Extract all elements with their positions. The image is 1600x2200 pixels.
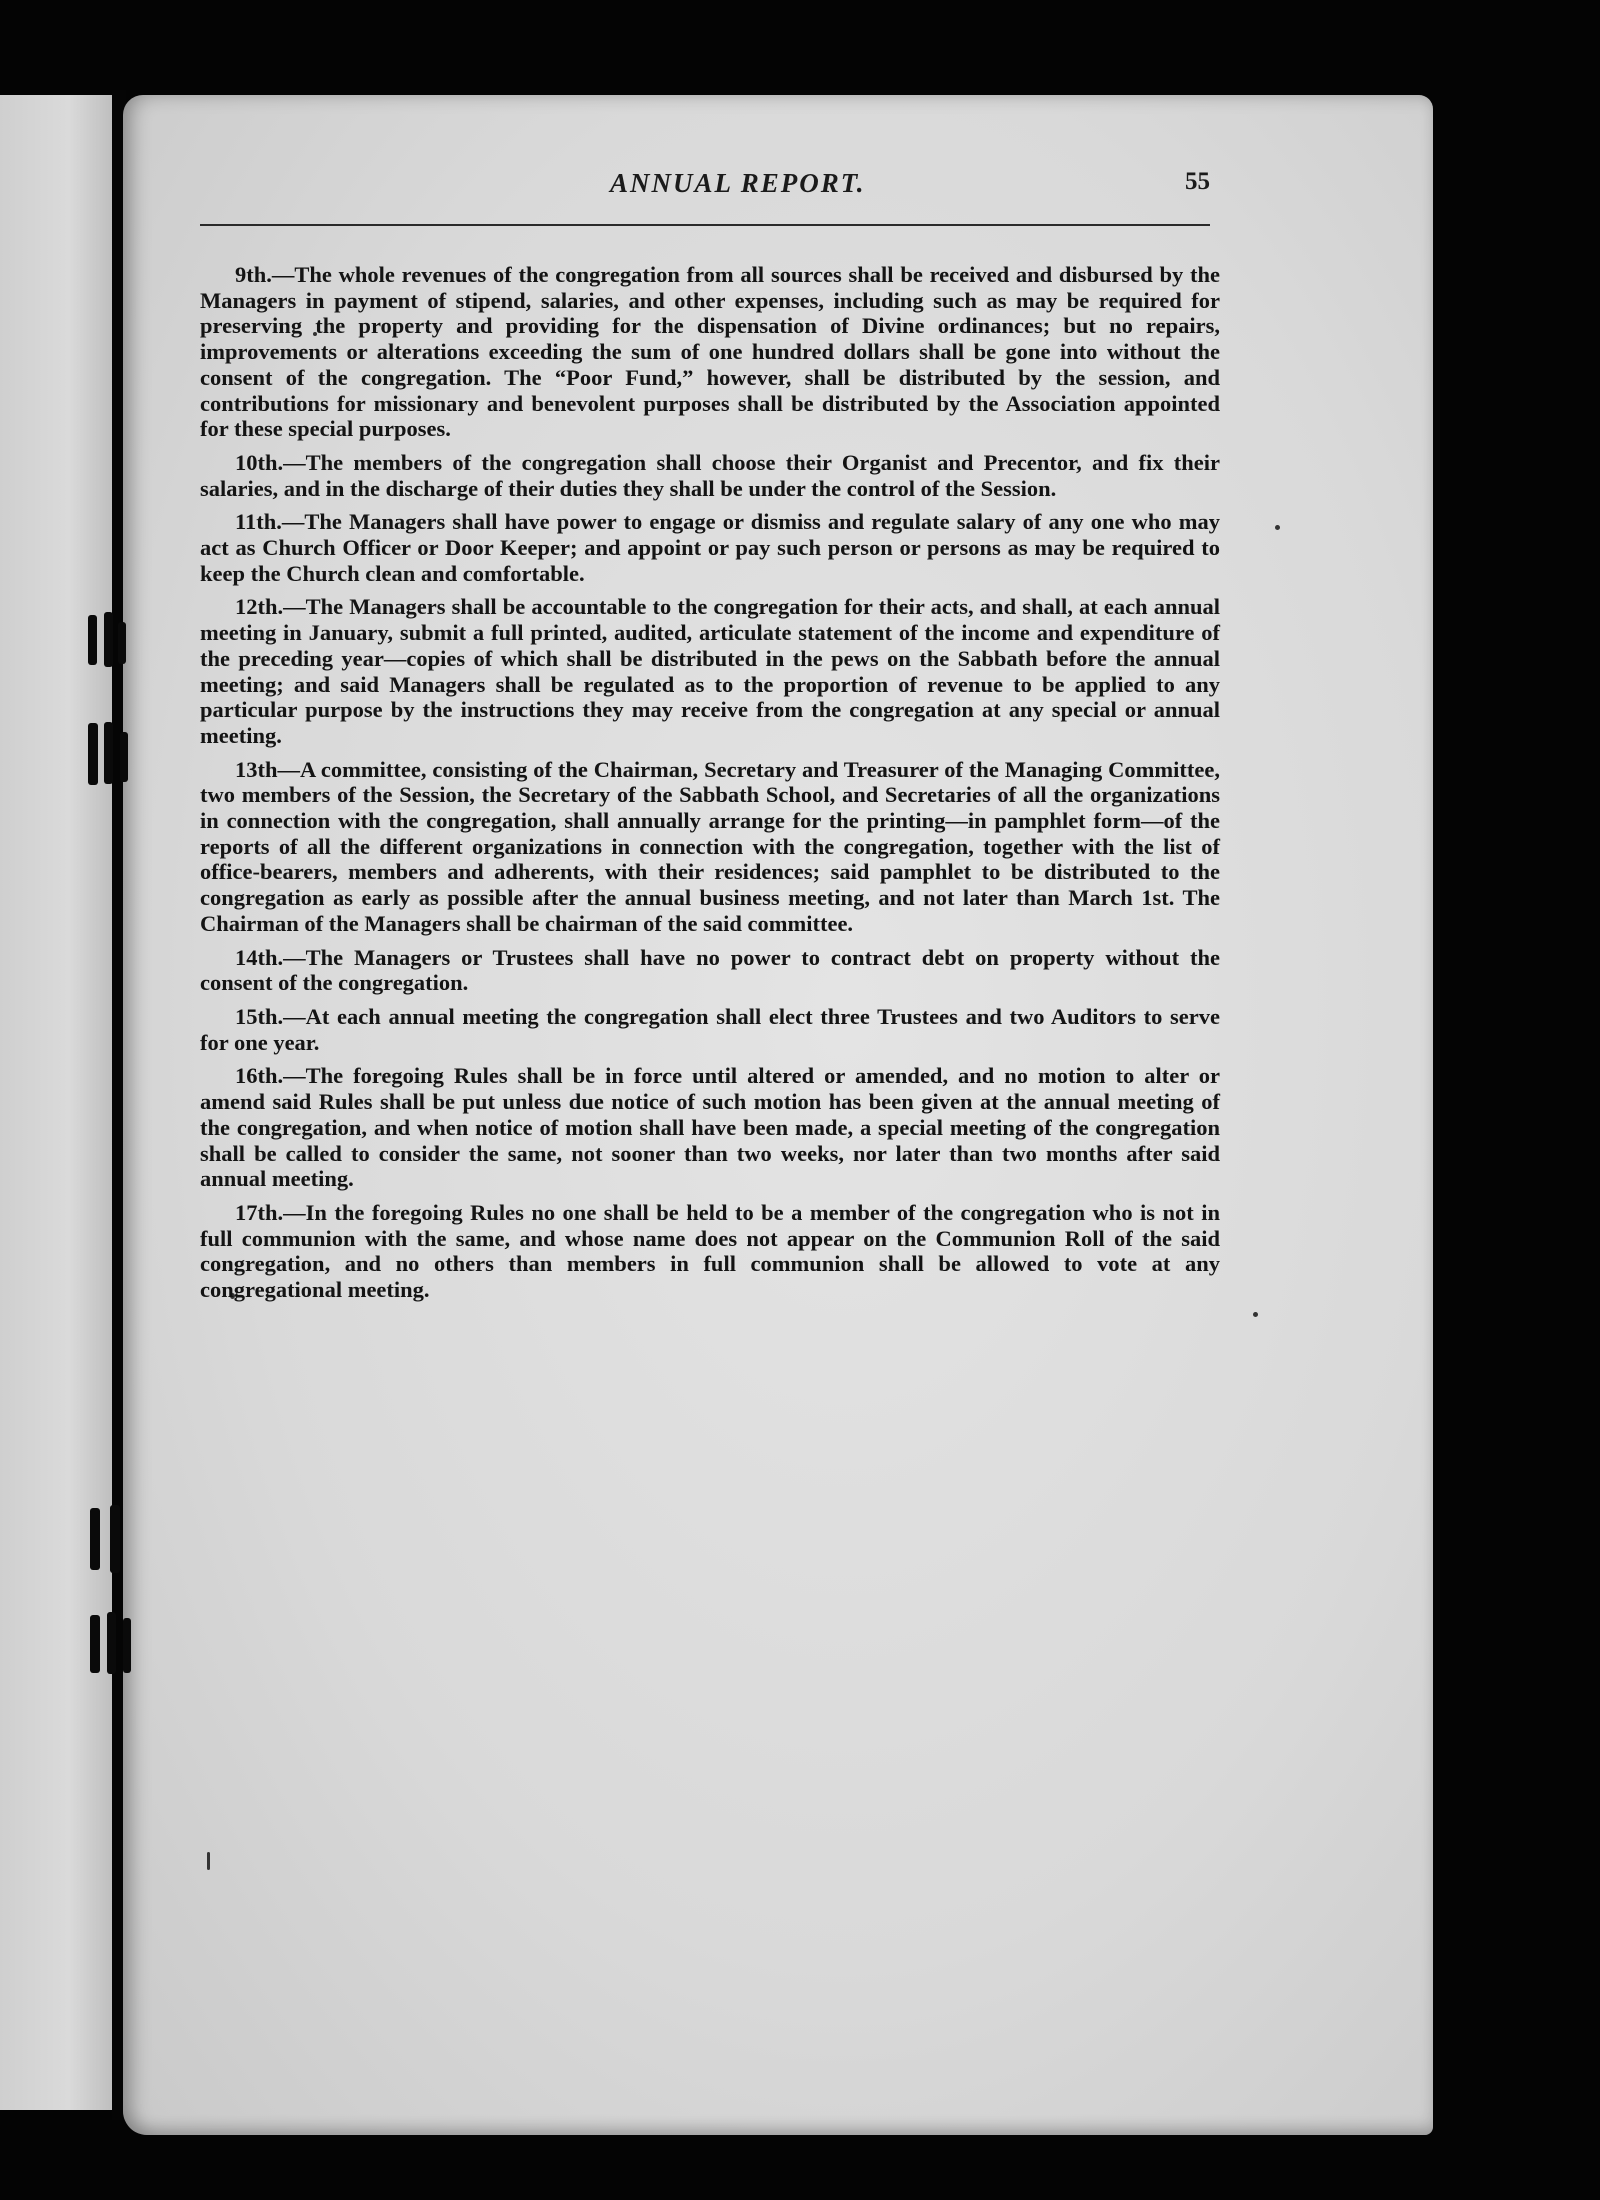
rule-paragraph-14th: 14th.—The Managers or Trustees shall have no power to contract debt on property without the consent of the congregation. [200,944,1220,996]
binding-mark-10 [107,1612,116,1674]
rule-paragraph-10th: 10th.—The members of the congregation shall choose their Organist and Precentor, and fix their salaries, and in the discharge of their duties they shall be under the control of the Session. [200,449,1220,501]
header-rule [200,224,1210,226]
ink-speck [207,1852,210,1870]
binding-mark-2 [104,612,113,667]
binding-mark-11 [123,1618,131,1673]
running-head [200,168,1210,208]
rule-paragraph-15th: 15th.—At each annual meeting the congregation shall elect three Trustees and two Auditors to serve for one year. [200,1003,1220,1055]
binding-mark-1 [88,615,97,665]
rule-paragraph-13th: 13th—A committee, consisting of the Chairman, Secretary and Treasurer of the Managing Committee, two members of the Session, the Secretary of the Sabbath School, and Secretaries of all the organizations in connection with the congregation, shall annually arrange for the printing—in pamphlet form—of the reports of all the different organizations in connection with the congregation, together with the list of office-bearers, members and adherents, with their residences; said pamphlet to be distributed to the congregation as early as possible after the annual business meeting, and not later than March 1st. The Chairman of the Managers shall be chairman of the said committee. [200,756,1220,936]
binding-mark-4 [88,723,98,785]
binding-mark-9 [90,1615,100,1673]
facing-page-edge [0,95,115,2110]
rule-paragraph-12th: 12th.—The Managers shall be accountable to the congregation for their acts, and shall, at each annual meeting in January, submit a full printed, audited, articulate statement of the income and expenditure of the preceding year—copies of which shall be distributed in the pews on the Sabbath before the annual meeting; and said Managers shall be regulated as to the proportion of revenue to be applied to any particular purpose by the instructions they may receive from the congregation at any special or annual meeting. [200,594,1220,748]
binding-mark-5 [104,722,113,784]
rule-paragraph-17th: 17th.—In the foregoing Rules no one shall be held to be a member of the congregation who is not in full communion with the same, and whose name does not appear on the Communion Roll of the said congregation, and no others than members in full communion shall be allowed to vote at any congregational meeting. [200,1199,1220,1303]
rule-paragraph-9th: 9th.—The whole revenues of the congregation from all sources shall be received and disbursed by the Managers in payment of stipend, salaries, and other expenses, including such as may be required for preserving the property and providing for the dispensation of Divine ordinances; but no repairs, improvements or alterations exceeding the sum of one hundred dollars shall be gone into without the consent of the congregation. The “Poor Fund,” however, shall be distributed by the session, and contributions for missionary and benevolent purposes shall be distributed by the Association appointed for these special purposes. [200,262,1220,442]
binding-mark-6 [120,732,128,782]
ink-speck [1275,525,1280,530]
page-header-title: ANNUAL REPORT. [610,168,866,198]
rule-paragraph-16th: 16th.—The foregoing Rules shall be in force until altered or amended, and no motion to alter or amend said Rules shall be put unless due notice of such motion has been given at the annual meeting of the congregation, and when notice of motion shall have been made, a special meeting of the congregation shall be called to consider the same, not sooner than two weeks, nor later than two months after said annual meeting. [200,1063,1220,1192]
binding-mark-3 [118,622,126,664]
ink-speck [1253,1312,1258,1317]
rule-paragraph-11th: 11th.—The Managers shall have power to engage or dismiss and regulate salary of any one who may act as Church Officer or Door Keeper; and appoint or pay such person or persons as may be required to keep the Church clean and comfortable. [200,509,1220,586]
binding-mark-7 [90,1508,100,1570]
binding-mark-8 [110,1505,120,1573]
document-body [200,262,1220,1303]
page-number: 55 [1185,168,1210,195]
